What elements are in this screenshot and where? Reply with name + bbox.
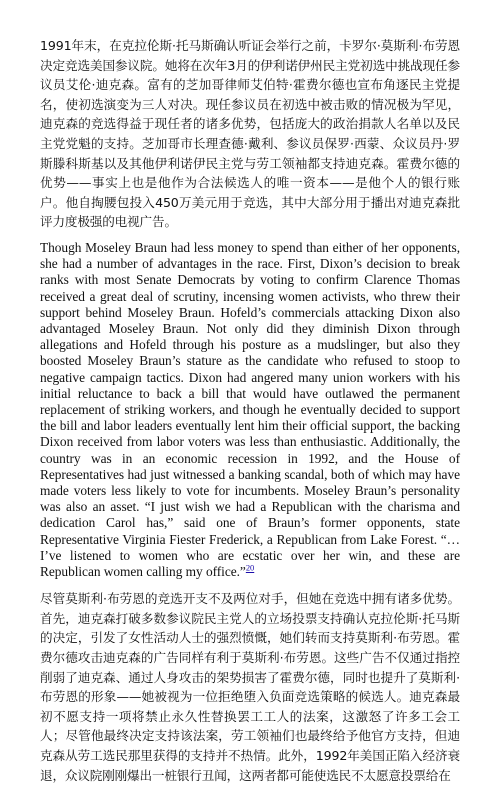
english-paragraph-text: Though Moseley Braun had less money to spend than either of her opponents, she had a number of advantages in the race. First, Dixon’s decision to break ranks with most Senate Democrats by voting to confirm Clarence Thomas received a great deal of scrutiny, incensing women activists, who threw their support behind Moseley Braun. Hofeld’s commercials attacking Dixon also advantaged Moseley Braun. Not only did they diminish Dixon through allegations and Hofeld through his posture as a mudslinger, but also they boosted Moseley Braun’s stature as the candidate who refused to stoop to negative campaign tactics. Dixon had angered many union workers with his initial reluctance to back a bill that would have outlawed the permanent replacement of striking workers, and though he eventually decided to support the bill and labor leaders eventually lent him their official support, the backing Dixon received from labor voters was less than enthusiastic. Additionally, the country was in an economic recession in 1992, and the House of Representatives had just witnessed a banking scandal, both of which may have made voters less likely to vote for incumbents. Moseley Braun’s personality was also an asset. “I just wish we had a Republican with the charisma and dedication Carol has,” said one of Braun’s former opponents, state Representative Virginia Fiester Frederick, a Republican from Lake Forest. “…I’ve listened to women who are ecstatic over her win, and these are Republican women calling my office.”	[40, 239, 460, 579]
document-page	[40, 36, 460, 785]
chinese-paragraph-2: 尽管莫斯利·布劳恩的竞选开支不及两位对手，但她在竞选中拥有诸多优势。首先，迪克森打破多数参议院民主党人的立场投票支持确认克拉伦斯·托马斯的决定，引发了女性活动人士的强烈愤慨，她们转而支持莫斯利·布劳恩。霍费尔德攻击迪克森的广告同样有利于莫斯利·布劳恩。这些广告不仅通过指控削弱了迪克森、通过人身攻击的架势损害了霍费尔德，同时也提升了莫斯利·布劳恩的形象——她被视为一位拒绝堕入负面竞选策略的候选人。迪克森最初不愿支持一项将禁止永久性替换罢工工人的法案，这激怒了许多工会工人；尽管他最终决定支持该法案，劳工领袖们也最终给予他官方支持，但迪克森从劳工选民那里获得的支持并不热情。此外，1992年美国正陷入经济衰退，众议院刚刚爆出一桩银行丑闻，这两者都可能使选民不太愿意投票给在	[40, 591, 460, 783]
footnote-link[interactable]: 20	[245, 562, 255, 573]
chinese-paragraph-1: 1991年末，在克拉伦斯·托马斯确认听证会举行之前，卡罗尔·莫斯利·布劳恩决定竞选美国参议院。她将在次年3月的伊利诺伊州民主党初选中挑战现任参议员艾伦·迪克森。富有的芝加哥律师艾伯特·霍费尔德也宣布角逐民主党提名，使初选演变为三人对决。现任参议员在初选中被击败的情况极为罕见，迪克森的竞选得益于现任者的诸多优势，包括庞大的政治捐款人名单以及民主党党魁的支持。芝加哥市长理查德·戴利、参议员保罗·西蒙、众议员丹·罗斯滕科斯基以及其他伊利诺伊民主党与劳工领袖都支持迪克森。霍费尔德的优势——事实上也是他作为合法候选人的唯一资本——是他个人的银行账户。他自掏腰包投入450万美元用于竞选，其中大部分用于播出对迪克森批评力度极强的电视广告。	[40, 38, 460, 230]
english-paragraph	[40, 240, 460, 580]
